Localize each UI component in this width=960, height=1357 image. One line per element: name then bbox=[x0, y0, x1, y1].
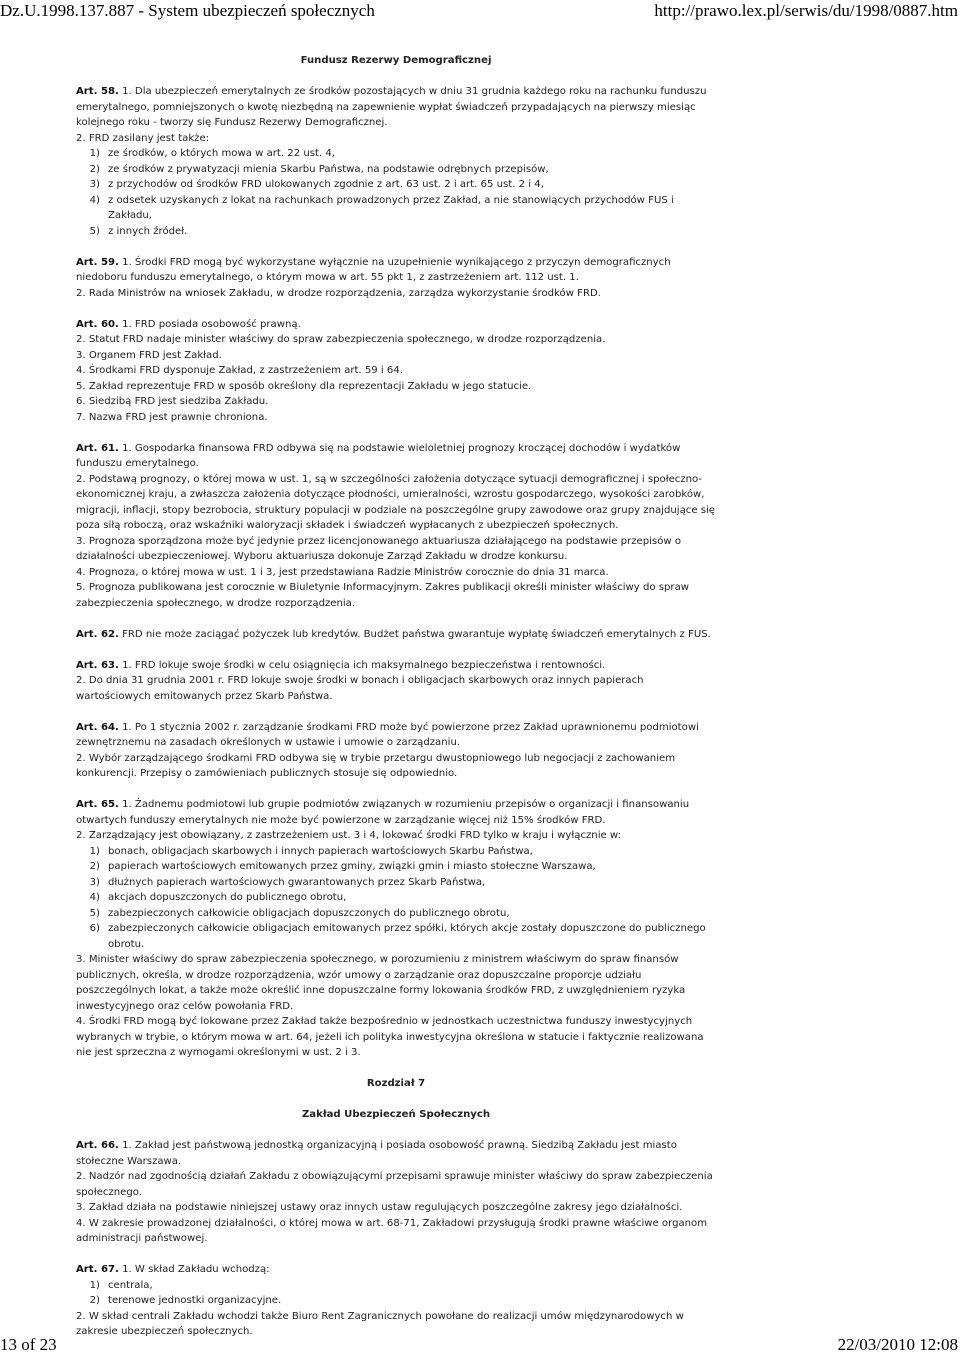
section-title: Fundusz Rezerwy Demograficznej bbox=[300, 55, 492, 66]
paragraph-text: 1. FRD posiada osobowość prawną. bbox=[122, 318, 301, 330]
art59-p1 bbox=[76, 255, 716, 286]
art66-p1 bbox=[76, 1138, 716, 1169]
list-item: 2) terenowe jednostki organizacyjne. bbox=[89, 1295, 282, 1306]
art60-p5: 5. Zakład reprezentuje FRD w sposób określony dla reprezentacji Zakładu w jego statucie. bbox=[76, 380, 532, 392]
art58-list bbox=[76, 146, 716, 239]
paragraph-text: 1. W skład Zakładu wchodzą: bbox=[122, 1264, 270, 1275]
list-item: 1) bonach, obligacjach skarbowych i innych papierach wartościowych Skarbu Państwa, bbox=[89, 845, 533, 857]
art60-p4: 4. Środkami FRD dysponuje Zakład, z zastrzeżeniem art. 59 i 64. bbox=[76, 365, 403, 376]
article-number: Art. 63. bbox=[76, 659, 119, 671]
paragraph-text: 1. Zakład jest państwową jednostką organizacyjną i posiada osobowość prawną. Siedzibą Zakładu jest miasto stołeczne Warszawa. bbox=[76, 1140, 677, 1167]
art61-p3: 3. Prognoza sporządzona może być jedynie przez licencjonowanego aktuariusza działającego na podstawie przepisów o działalności ubezpieczeniowej. Wyboru aktuariusza dokonuje Zarząd Zakładu w drodze konkursu. bbox=[76, 535, 682, 562]
art65-p4: 4. Środki FRD mogą być lokowane przez Zakład także bezpośrednio w jednostkach uczestnictwa funduszy inwestycyjnych wybranych w trybie, o którym mowa w art. 64, jeżeli ich polityka inwestycyjna określona w statucie i faktycznie realizowana nie jest sprzeczna z wymogami określonymi w ust. 2 i 3. bbox=[76, 1016, 704, 1058]
art61-p2: 2. Podstawą prognozy, o której mowa w ust. 1, są w szczególności założenia dotyczące sytuacji demograficznej i społeczno-ekonomicznej kraju, a zwłaszcza założenia dotyczące płodności, umieralności, wzrostu gospodarczego, wysokości zarobków, migracji, inflacji, stopy bezrobocia, struktury populacji w podziale na poszczególne grupy zawodowe oraz grupy znajdujące się poza siłą roboczą, oraz wskaźniki waloryzacji składek i świadczeń wypłacanych z ubezpieczeń społecznych. bbox=[76, 473, 716, 531]
art66-p4: 4. W zakresie prowadzonej działalności, o której mowa w art. 68-71, Zakładowi przysługują środki prawne właściwe organom administracji państwowej. bbox=[76, 1217, 708, 1244]
paragraph-text: 1. Po 1 stycznia 2002 r. zarządzanie środkami FRD może być powierzone przez Zakład uprawnionemu podmiotowi zewnętrznemu na zasadach określonych w ustawie i umowie o zarządzaniu. bbox=[76, 721, 699, 748]
art59-p2: 2. Rada Ministrów na wniosek Zakładu, w drodze rozporządzenia, zarządza wykorzystanie środków FRD. bbox=[76, 287, 601, 299]
paragraph-text: FRD nie może zaciągać pożyczek lub kredytów. Budżet państwa gwarantuje wypłatę świadczeń emerytalnych z FUS. bbox=[122, 628, 711, 640]
list-item: 3) z przychodów od środków FRD ulokowanych zgodnie z art. 63 ust. 2 i art. 65 ust. 2 i 4, bbox=[89, 179, 544, 190]
list-item: 1) ze środków, o których mowa w art. 22 ust. 4, bbox=[89, 148, 336, 159]
art62-p1 bbox=[76, 627, 716, 643]
article-number: Art. 60. bbox=[76, 318, 119, 330]
paragraph-text: 1. Żadnemu podmiotowi lub grupie podmiotów związanych w rozumieniu przepisów o organizacji i finansowaniu otwartych funduszy emerytalnych nie może być powierzone w zarządzanie więcej niż 15% środków FRD. bbox=[76, 799, 690, 826]
art67-list bbox=[76, 1278, 716, 1309]
list-item: 6) zabezpieczonych całkowicie obligacjach emitowanych przez spółki, których akcje zostały dopuszczone do publicznego obrotu. bbox=[89, 923, 706, 950]
print-footer bbox=[0, 1333, 960, 1357]
paragraph-text: 1. FRD lokuje swoje środki w celu osiągnięcia ich maksymalnego bezpieczeństwa i rentowności. bbox=[122, 659, 606, 671]
art64-p1 bbox=[76, 720, 716, 751]
art60-p2: 2. Statut FRD nadaje minister właściwy do spraw zabezpieczenia społecznego, w drodze rozporządzenia. bbox=[76, 334, 606, 345]
article-number: Art. 65. bbox=[76, 799, 119, 810]
art67-p1 bbox=[76, 1262, 716, 1278]
header-document-title: Dz.U.1998.137.887 - System ubezpieczeń społecznych bbox=[0, 1, 375, 20]
art58-p1 bbox=[76, 84, 716, 131]
paragraph-text: 1. Środki FRD mogą być wykorzystane wyłącznie na uzupełnienie wynikającego z przyczyn demograficznych niedoboru funduszu emerytalnego, o którym mowa w art. 55 pkt 1, z zastrzeżeniem art. 112 ust. 1. bbox=[76, 256, 671, 283]
header-url: http://prawo.lex.pl/serwis/du/1998/0887.htm bbox=[654, 1, 958, 20]
art67-p2: 2. W skład centrali Zakładu wchodzi także Biuro Rent Zagranicznych powołane do realizacji umów międzynarodowych w zakresie ubezpieczeń społecznych. bbox=[76, 1310, 684, 1337]
article-number: Art. 67. bbox=[76, 1264, 119, 1275]
chapter-label: Rozdział 7 bbox=[366, 1078, 426, 1089]
art63-p1 bbox=[76, 658, 716, 674]
list-item: 2) papierach wartościowych emitowanych przez gminy, związki gmin i miasto stołeczne Warszawa, bbox=[89, 861, 596, 872]
page-number: 13 of 23 bbox=[0, 1335, 57, 1354]
art65-p2: 2. Zarządzający jest obowiązany, z zastrzeżeniem ust. 3 i 4, lokować środki FRD tylko w kraju i wyłącznie w: bbox=[76, 830, 622, 841]
art60-p3: 3. Organem FRD jest Zakład. bbox=[76, 349, 222, 361]
list-item: 5) zabezpieczonych całkowicie obligacjach dopuszczonych do publicznego obrotu, bbox=[89, 907, 510, 919]
article-number: Art. 66. bbox=[76, 1140, 119, 1151]
article-number: Art. 58. bbox=[76, 86, 119, 97]
art60-p6: 6. Siedzibą FRD jest siedziba Zakładu. bbox=[76, 396, 269, 407]
art65-p3: 3. Minister właściwy do spraw zabezpieczenia społecznego, w porozumieniu z ministrem właściwym do spraw finansów publicznych, określa, w drodze rozporządzenia, wzór umowy o zarządzanie oraz dopuszczalne proporcje udziału poszczególnych lokat, a także może określić inne dopuszczalne formy lokowania środków FRD, z uwzględnieniem ryzyka inwestycyjnego oraz celów powołania FRD. bbox=[76, 954, 686, 1012]
article-number: Art. 64. bbox=[76, 721, 119, 733]
art65-p1 bbox=[76, 797, 716, 828]
art60-p7: 7. Nazwa FRD jest prawnie chroniona. bbox=[76, 411, 268, 423]
art61-p4: 4. Prognoza, o której mowa w ust. 1 i 3, jest przedstawiana Radzie Ministrów corocznie do dnia 31 marca. bbox=[76, 566, 609, 578]
art61-p1 bbox=[76, 441, 716, 472]
list-item: 3) dłużnych papierach wartościowych gwarantowanych przez Skarb Państwa, bbox=[89, 876, 486, 888]
list-item: 4) akcjach dopuszczonych do publicznego obrotu, bbox=[89, 892, 347, 903]
art58-p2: 2. FRD zasilany jest także: bbox=[76, 132, 210, 144]
art60-p1 bbox=[76, 317, 716, 333]
art65-list bbox=[76, 844, 716, 953]
art61-p5: 5. Prognoza publikowana jest corocznie w Biuletynie Informacyjnym. Zakres publikacji określi minister właściwy do spraw zabezpieczenia społecznego, w drodze rozporządzenia. bbox=[76, 582, 690, 609]
chapter-title: Zakład Ubezpieczeń Społecznych bbox=[301, 1109, 491, 1120]
article-number: Art. 62. bbox=[76, 628, 119, 640]
list-item: 2) ze środków z prywatyzacji mienia Skarbu Państwa, na podstawie odrębnych przepisów, bbox=[89, 163, 549, 175]
list-item: 1) centrala, bbox=[89, 1279, 153, 1291]
list-item: 5) z innych źródeł. bbox=[89, 225, 188, 237]
art66-p2: 2. Nadzór nad zgodnością działań Zakładu z obowiązującymi przepisami sprawuje minister właściwy do spraw zabezpieczenia społecznego. bbox=[76, 1171, 713, 1198]
art66-p3: 3. Zakład działa na podstawie niniejszej ustawy oraz innych ustaw regulujących poszczególne zakresy jego działalności. bbox=[76, 1202, 683, 1213]
document-body bbox=[76, 53, 716, 1337]
print-header bbox=[0, 0, 960, 22]
paragraph-text: 1. Dla ubezpieczeń emerytalnych ze środków pozostających w dniu 31 grudnia każdego roku na rachunku funduszu emerytalnego, pomniejszonych o kwotę niezbędną na zapewnienie wypłat świadczeń przypadających na pierwszy miesiąc kolejnego roku - tworzy się Fundusz Rezerwy Demograficznej. bbox=[76, 86, 707, 128]
paragraph-text: 1. Gospodarka finansowa FRD odbywa się na podstawie wieloletniej prognozy kroczącej dochodów i wydatków funduszu emerytalnego. bbox=[76, 442, 681, 469]
print-datetime: 22/03/2010 12:08 bbox=[837, 1335, 958, 1354]
list-item: 4) z odsetek uzyskanych z lokat na rachunkach prowadzonych przez Zakład, a nie stanowiących przychodów FUS i Zakładu, bbox=[89, 194, 674, 221]
article-number: Art. 59. bbox=[76, 256, 119, 268]
article-number: Art. 61. bbox=[76, 442, 119, 454]
art63-p2: 2. Do dnia 31 grudnia 2001 r. FRD lokuje swoje środki w bonach i obligacjach skarbowych oraz innych papierach wartościowych emitowanych przez Skarb Państwa. bbox=[76, 675, 644, 702]
art64-p2: 2. Wybór zarządzającego środkami FRD odbywa się w trybie przetargu dwustopniowego lub negocjacji z zachowaniem konkurencji. Przepisy o zamówieniach publicznych stosuje się odpowiednio. bbox=[76, 752, 676, 779]
